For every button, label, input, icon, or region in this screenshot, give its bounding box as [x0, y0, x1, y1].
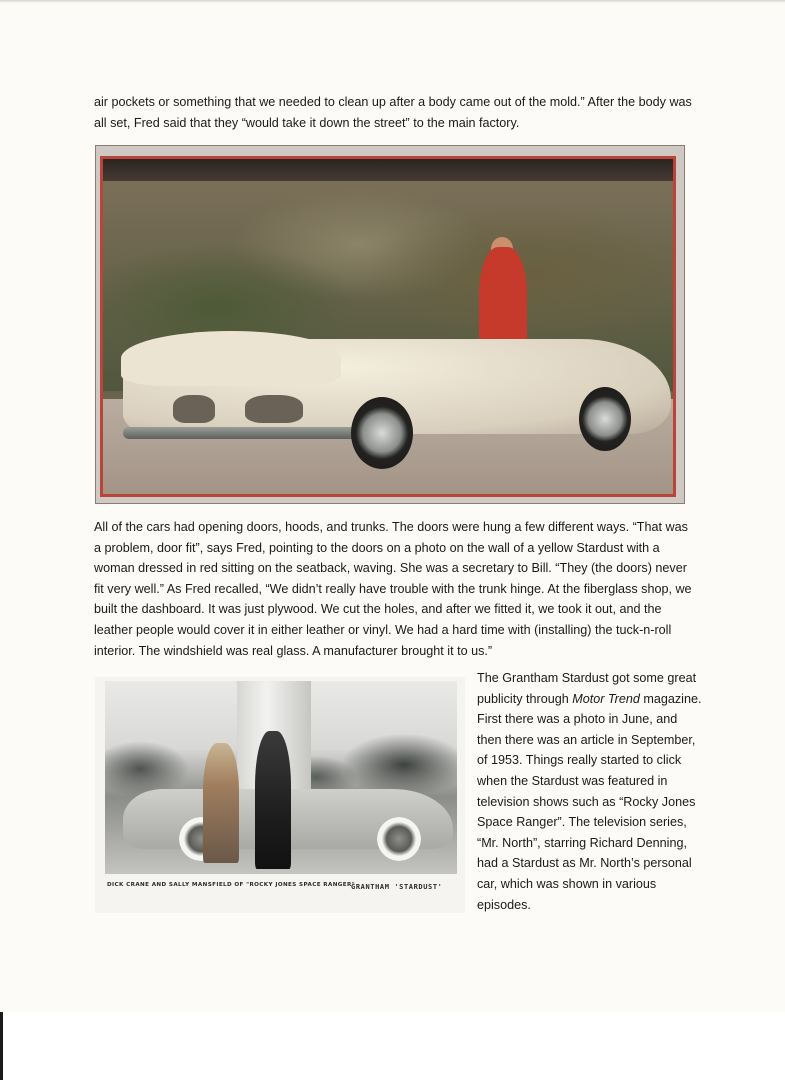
paragraph-mold: air pockets or something that we needed to clean up after a body came out of the mold.” After the body was all set, Fred said that they “would take it down the street” to the main factory. [94, 95, 692, 130]
photo-car-hood [121, 331, 341, 386]
paragraph-publicity [477, 668, 702, 915]
photo-car-grille-right [245, 395, 303, 423]
photo-scene [105, 681, 457, 874]
paragraph-publicity-start: The Grantham Stardust got some great publicity through [477, 671, 697, 706]
photo-car-front-wheel [351, 397, 413, 469]
scan-edge [0, 0, 785, 3]
photo-car-grille-left [173, 395, 215, 423]
photo-top-border [103, 159, 673, 181]
paragraph-publicity-end: magazine. First there was a photo in June, and then there was an article in September, of 1953. Things really started to click when the Stardust was featured in television shows such as “Rocky Jones Space Ranger”. The television series, “Mr. North”, starring Richard Denning, had a Stardust as Mr. North’s personal car, which was shown in various episodes. [477, 691, 702, 912]
photo-caption-right: GRANTHAM 'STARDUST' [351, 883, 443, 891]
photo-caption-left: DICK CRANE AND SALLY MANSFIELD OF "ROCKY JONES SPACE RANGER" [107, 882, 356, 888]
magazine-title: Motor Trend [572, 691, 640, 706]
photo-man-figure [255, 731, 291, 869]
scan-footer [0, 1012, 785, 1080]
photo-car-rear-wheel [579, 387, 631, 451]
scan-edge-marker [0, 1012, 3, 1080]
photo-car-rear-wheel [377, 817, 421, 861]
photo-frame [100, 156, 676, 497]
photo-woman-figure [203, 743, 239, 863]
photo-rocky-jones-cast [95, 677, 465, 913]
paragraph-doors: All of the cars had opening doors, hoods, and trunks. The doors were hung a few different ways. “That was a problem, door fit”, says Fred, pointing to the doors on a photo on the wall of a yellow Stardust with a woman dressed in red sitting on the seatback, waving. She was a secretary to Bill. “They (the doors) never fit very well.” As Fred recalled, “We didn’t really have trouble with the trunk hinge. At the fiberglass shop, we built the dashboard. It was just plywood. We cut the holes, and after we fitted it, we took it out, and the leather people would cover it in either leather or vinyl. We had a hard time with (installing) the tuck-n-roll interior. The windshield was real glass. A manufacturer brought it to us.” [94, 520, 692, 658]
photo-stardust-woman-in-red [95, 145, 685, 504]
photo-car-bumper [123, 427, 358, 439]
